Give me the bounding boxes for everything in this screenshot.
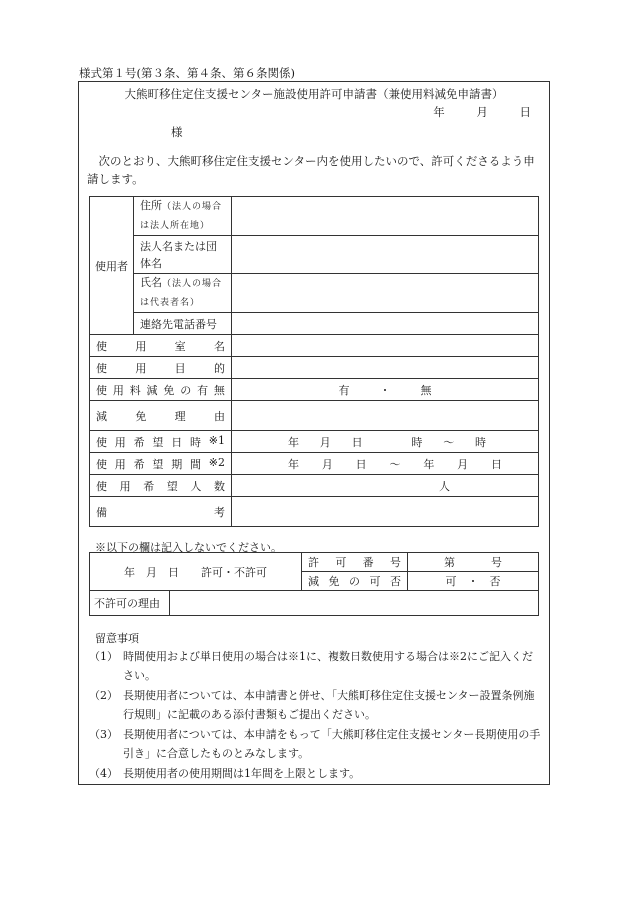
notes-field[interactable] — [232, 497, 539, 527]
phone-label: 連絡先電話番号 — [134, 313, 232, 335]
exempt-approval-value: 可 ・ 否 — [408, 572, 539, 591]
deny-reason-label: 不許可の理由 — [90, 591, 170, 616]
address-row — [90, 197, 539, 236]
reason-field[interactable] — [232, 401, 539, 431]
form-title: 大熊町移住定住支援センター施設使用許可申請書（兼使用料減免申請書） — [124, 87, 504, 101]
datetime-row — [90, 431, 539, 453]
fee-exempt-no[interactable]: 無 — [420, 383, 432, 397]
address-label: 住所（法人の場合は法人所在地） — [134, 197, 232, 236]
fee-exempt-choice[interactable]: 有 ・ 無 — [232, 379, 539, 401]
date-month: 月 — [476, 105, 488, 119]
name-field[interactable] — [232, 274, 539, 313]
fee-exempt-label: 使 用 料 減 免 の 有 無 — [90, 379, 232, 401]
datetime-label: 使 用 希 望 日 時 ※1 — [90, 431, 232, 453]
permit-row — [90, 553, 539, 572]
remarks-list — [89, 648, 541, 786]
corp-label: 法人名または団体名 — [134, 236, 232, 274]
reason-label: 減 免 理 由 — [90, 401, 232, 431]
phone-field[interactable] — [232, 313, 539, 335]
application-date — [405, 104, 531, 120]
notes-label: 備 考 — [90, 497, 232, 527]
user-header: 使用者 — [90, 197, 134, 335]
period-field[interactable]: 年 月 日 ～ 年 月 日 — [232, 453, 539, 475]
period-label: 使 用 希 望 期 間 ※2 — [90, 453, 232, 475]
deny-reason-field — [170, 591, 539, 616]
application-form — [78, 81, 550, 785]
room-row — [90, 335, 539, 357]
name-label: 氏名（法人の場合は代表者名） — [134, 274, 232, 313]
phone-row — [90, 313, 539, 335]
remark-item: （1） 時間使用および単日使用の場合は※1に、複数日数使用する場合は※2にご記入ください。 — [89, 650, 533, 682]
people-unit: 人 — [439, 479, 450, 493]
people-label: 使 用 希 望 人 数 — [90, 475, 232, 497]
intro-text: 次のとおり、大熊町移住定住支援センター内を使用したいので、許可くださるよう申請します。 — [87, 154, 535, 186]
remark-item: （3） 長期使用者については、本申請をもって「大熊町移住定住支援センター長期使用の手引き」に合意したものとみなします。 — [89, 728, 541, 760]
date-year: 年 — [433, 105, 445, 119]
application-table — [89, 196, 539, 527]
office-use-note: ※以下の欄は記入しないでください。 — [95, 541, 282, 554]
address-field[interactable] — [232, 197, 539, 236]
remarks-title: 留意事項 — [95, 632, 139, 645]
permit-number-label: 許 可 番 号 — [302, 553, 408, 572]
deny-reason-row — [90, 591, 539, 616]
datetime-field[interactable]: 年 月 日 時 ～ 時 — [232, 431, 539, 453]
remark-item: （2） 長期使用者については、本申請書と併せ、「大熊町移住定住支援センター設置条例施行規則」に記載のある添付書類もご提出ください。 — [89, 689, 535, 721]
purpose-field[interactable] — [232, 357, 539, 379]
corp-field[interactable] — [232, 236, 539, 274]
permit-decision: 年 月 日 許可・不許可 — [90, 553, 302, 591]
addressee: 様 — [171, 125, 183, 139]
period-row — [90, 453, 539, 475]
room-field[interactable] — [232, 335, 539, 357]
office-use-table — [89, 552, 539, 616]
fee-exempt-yes[interactable]: 有 — [338, 383, 350, 397]
purpose-label: 使 用 目 的 — [90, 357, 232, 379]
reason-row — [90, 401, 539, 431]
date-day: 日 — [519, 105, 531, 119]
notes-row — [90, 497, 539, 527]
name-row — [90, 274, 539, 313]
people-row — [90, 475, 539, 497]
fee-exempt-row — [90, 379, 539, 401]
permit-number-value: 第 号 — [408, 553, 539, 572]
people-field[interactable] — [232, 475, 539, 497]
form-number: 様式第１号(第３条、第４条、第６条関係) — [79, 66, 295, 80]
purpose-row — [90, 357, 539, 379]
exempt-approval-label: 減 免 の 可 否 — [302, 572, 408, 591]
corp-row — [90, 236, 539, 274]
remark-item: （4） 長期使用者の使用期間は1年間を上限とします。 — [89, 767, 361, 780]
room-label: 使 用 室 名 — [90, 335, 232, 357]
